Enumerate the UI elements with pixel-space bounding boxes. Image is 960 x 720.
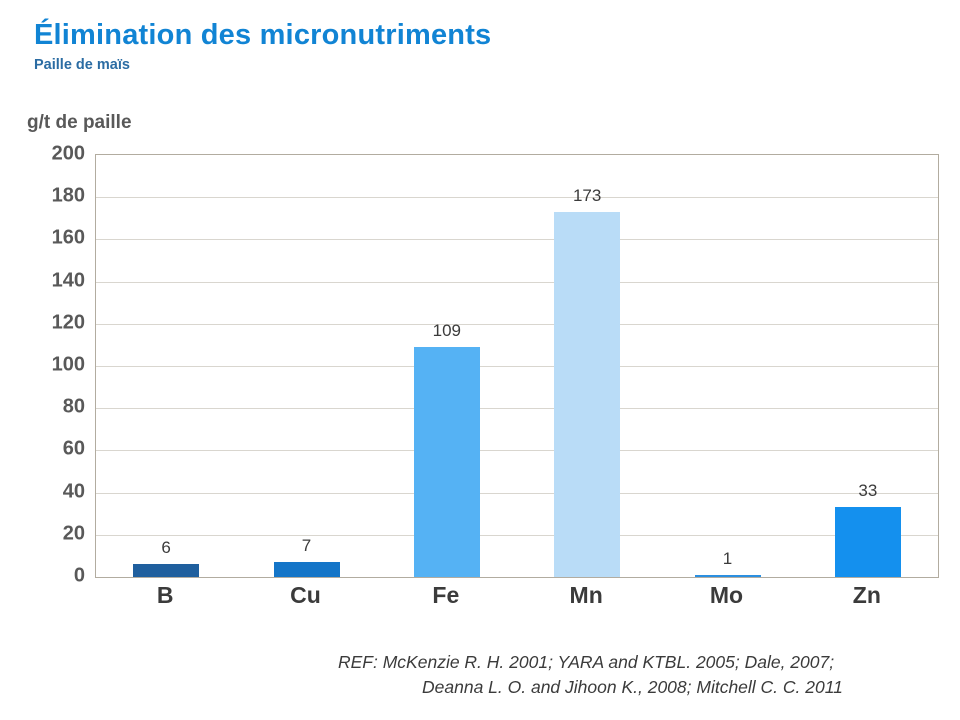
- gridline: [96, 324, 938, 325]
- reference-note: [338, 650, 843, 700]
- gridline: [96, 450, 938, 451]
- reference-line-1: REF: McKenzie R. H. 2001; YARA and KTBL. 2005; Dale, 2007;: [338, 652, 835, 672]
- bar-fe: [414, 347, 480, 577]
- gridline: [96, 282, 938, 283]
- x-axis-tick-labels: [95, 582, 939, 616]
- gridline: [96, 535, 938, 536]
- gridline: [96, 197, 938, 198]
- x-axis-tick-label: Mo: [709, 582, 744, 608]
- bar-b: [133, 564, 199, 577]
- bar-chart: [27, 142, 939, 608]
- gridline: [96, 493, 938, 494]
- y-axis-tick-label: 180: [51, 184, 85, 207]
- y-axis-tick-labels: [27, 142, 91, 587]
- y-axis-tick-label: 160: [51, 226, 85, 249]
- bar-mo: [695, 575, 761, 577]
- y-axis-unit-label: g/t de paille: [27, 112, 132, 133]
- plot-inner: [96, 155, 938, 577]
- bar-mn: [554, 212, 620, 577]
- chart-header: [34, 18, 491, 74]
- y-axis-tick-label: 60: [62, 437, 85, 460]
- page-subtitle: Paille de maïs: [34, 57, 130, 73]
- x-axis-tick-label: B: [156, 582, 174, 608]
- y-axis-tick-label: 100: [51, 353, 85, 376]
- y-axis-tick-label: 0: [73, 564, 85, 587]
- reference-line-2: Deanna L. O. and Jihoon K., 2008; Mitchell C. C. 2011: [422, 677, 843, 697]
- bar-value-label: 6: [161, 538, 171, 558]
- bar-cu: [274, 562, 340, 577]
- bar-value-label: 109: [432, 321, 462, 340]
- x-axis-tick-label: Cu: [290, 582, 321, 608]
- page-title: Élimination des micronutriments: [34, 19, 492, 51]
- y-axis-tick-label: 80: [62, 395, 85, 418]
- y-axis-tick-label: 40: [62, 480, 85, 503]
- y-axis-tick-label: 200: [51, 142, 85, 165]
- y-axis-tick-label: 140: [51, 269, 85, 292]
- bar-value-label: 1: [722, 548, 733, 568]
- bar-value-label: 7: [301, 536, 312, 556]
- x-axis-tick-label: Zn: [852, 582, 881, 608]
- bar-value-label: 33: [858, 481, 878, 501]
- plot-area: [95, 154, 939, 578]
- x-axis-tick-label: Mn: [569, 582, 603, 608]
- gridline: [96, 239, 938, 240]
- y-axis-tick-label: 20: [62, 522, 85, 545]
- bar-value-label: 173: [572, 185, 602, 205]
- x-axis-tick-label: Fe: [432, 582, 460, 608]
- gridline: [96, 366, 938, 367]
- bar-zn: [835, 507, 901, 577]
- y-axis-tick-label: 120: [51, 311, 85, 334]
- gridline: [96, 408, 938, 409]
